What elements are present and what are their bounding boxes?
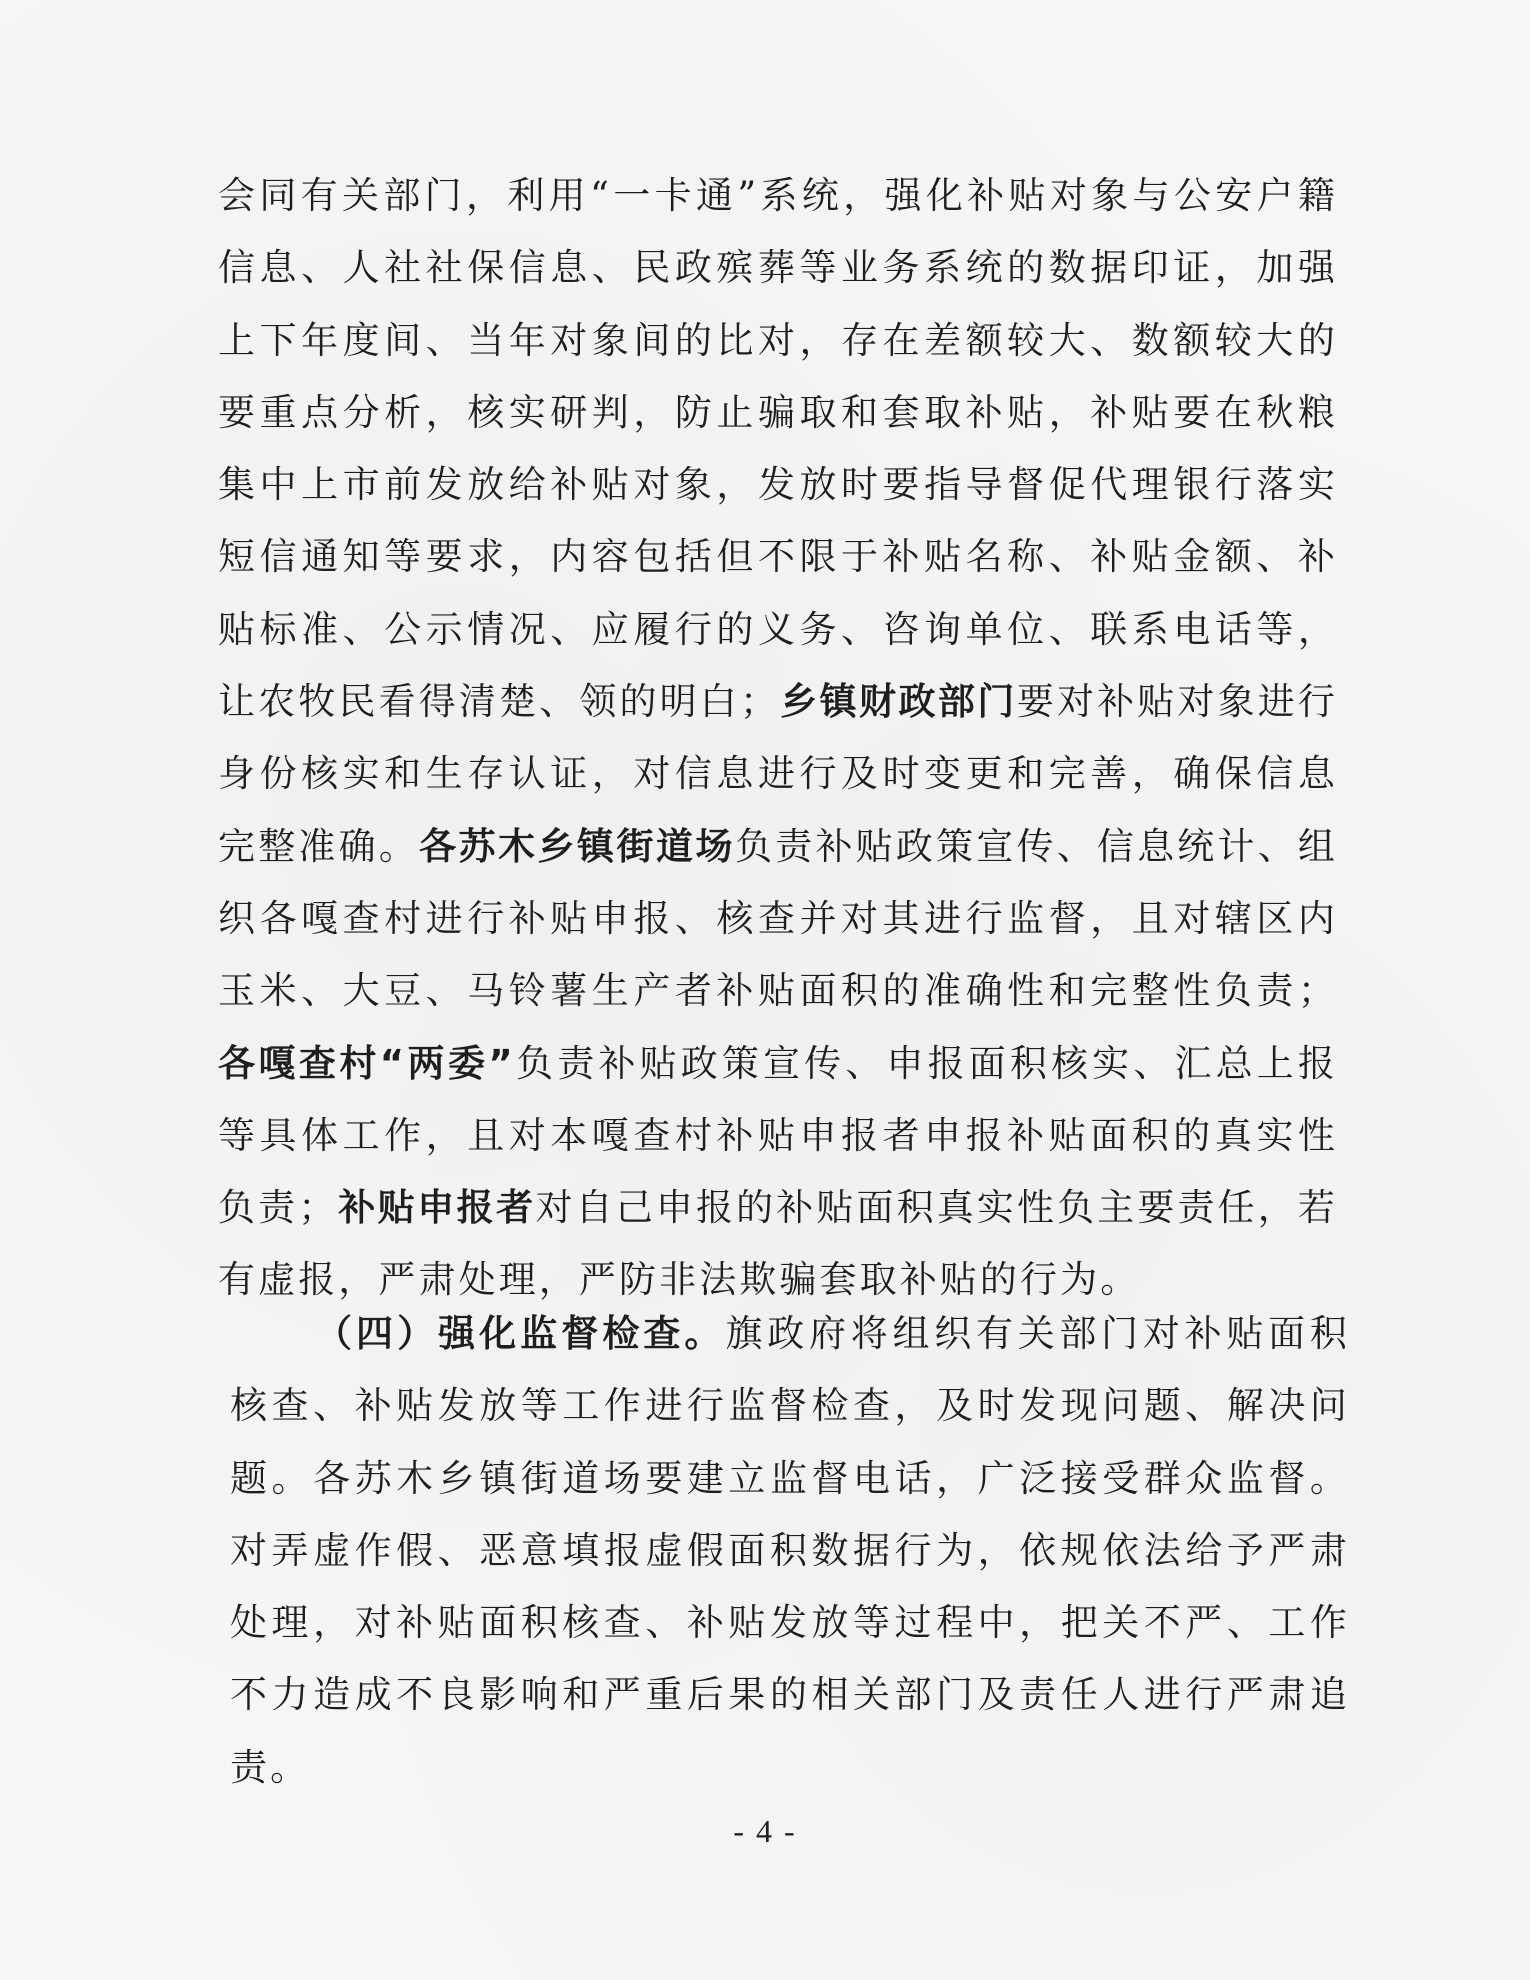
paragraph-subsidy-responsibilities	[218, 160, 1338, 1317]
bold-sumu-township-street-farms: 各苏木乡镇街道场	[419, 824, 736, 868]
paragraph-text: 会同有关部门，利用“一卡通”系统，强化补贴对象与公安户籍信息、人社社保信息、民政殡葬等业务系统的数据印证，加强上下年度间、当年对象间的比对，存在差额较大、数额较大的要重点分析，核实研判，防止骗取和套取补贴，补贴要在秋粮集中上市前发放给补贴对象，发放时要指导督促代理银行落实短信通知等要求，内容包括但不限于补贴名称、补贴金额、补贴标准、公示情况、应履行的义务、咨询单位、联系电话等，让农牧民看得清楚、领的明白；	[218, 174, 1338, 724]
section-heading: （四）强化监督检查。	[315, 1312, 726, 1355]
page-number: - 4 -	[733, 1813, 797, 1849]
paragraph-supervision-inspection	[230, 1298, 1350, 1804]
paragraph-text: 要对补贴对象进行身份核实和生存认证，对信息进行及时变更和完善，确保信息完整准确。	[218, 680, 1338, 868]
paragraph-text: 对自己申报的补贴面积真实性负主要责任，若有虚报，严肃处理，严防非法欺骗套取补贴的行为。	[218, 1186, 1338, 1302]
paragraph-text: 负责补贴政策宣传、信息统计、组织各嘎查村进行补贴申报、核查并对其进行监督，且对辖区内玉米、大豆、马铃薯生产者补贴面积的准确性和完整性负责；	[218, 824, 1339, 1013]
bold-subsidy-applicants: 补贴申报者	[338, 1186, 536, 1230]
bold-township-finance-department: 乡镇财政部门	[780, 680, 1017, 724]
paragraph-text: 负责补贴政策宣传、申报面积核实、汇总上报等具体工作，且对本嘎查村补贴申报者申报补贴面积的真实性负责；	[218, 1041, 1338, 1230]
paragraph-text: 旗政府将组织有关部门对补贴面积核查、补贴发放等工作进行监督检查，及时发现问题、解决问题。各苏木乡镇街道场要建立监督电话，广泛接受群众监督。对弄虚作假、恶意填报虚假面积数据行为，依规依法给予严肃处理，对补贴面积核查、补贴发放等过程中，把关不严、工作不力造成不良影响和严重后果的相关部门及责任人进行严肃追责。	[230, 1312, 1351, 1789]
bold-gacha-village-committees: 各嘎查村“两委”	[218, 1041, 516, 1085]
